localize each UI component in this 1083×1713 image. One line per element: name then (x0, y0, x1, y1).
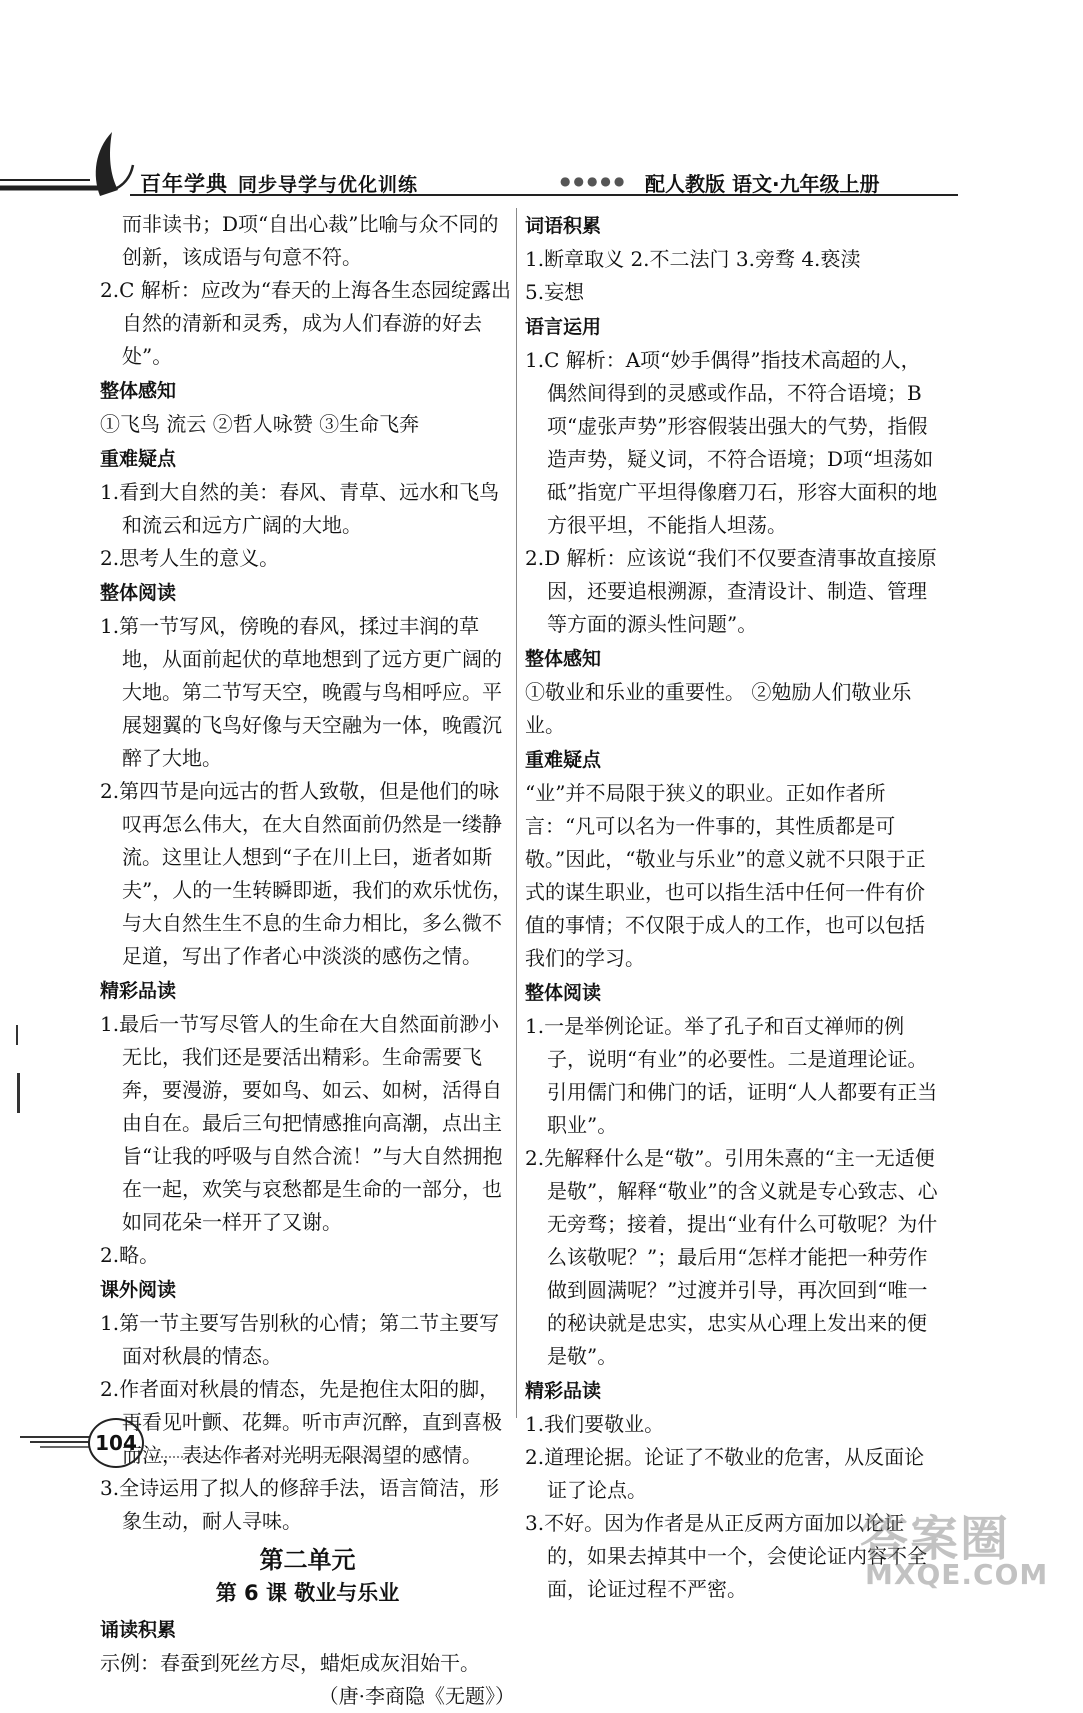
book-title-main: 百年学典 (140, 172, 228, 196)
header-rule (130, 194, 958, 196)
answer-item: 1.第一节写风，傍晚的春风，揉过丰润的草地，从面前起伏的草地想到了远方更广阔的大地。第二节写天空，晚霞与鸟相呼应。平展翅翼的飞鸟好像与天空融为一体，晚霞沉醉了大地。 (100, 614, 502, 770)
answer-item: 2.第四节是向远古的哲人致敬，但是他们的咏叹再怎么伟大，在大自然面前仍然是一缕静流。这里让人想到“子在川上曰，逝者如斯夫”，人的一生转瞬即逝，我们的欢乐忧伤，与大自然生生不息的生命力相比，多么微不足道，写出了作者心中淡淡的感伤之情。 (100, 779, 513, 968)
answer-item: 1.C 解析：A项“妙手偶得”指技术高超的人，偶然间得到的灵感或作品，不符合语境；B项“虚张声势”形容假装出强大的气势，指假造声势，疑义词，不符合语境；D项“坦荡如砥”指宽广平坦得像磨刀石，形容大面积的地方很平坦，不能指人坦荡。 (525, 348, 938, 537)
paragraph: 1.断章取义 2.不二法门 3.旁骛 4.亵渎 (525, 247, 861, 271)
answer-item: 2.略。 (100, 1243, 160, 1267)
answer-item: 3.全诗运用了拟人的修辞手法，语言简洁，形象生动，耐人寻味。 (100, 1476, 500, 1533)
section-heading: 精彩品读 (525, 1380, 602, 1402)
page-header (0, 130, 1083, 200)
section-heading: 重难疑点 (525, 749, 602, 771)
section-heading: 诵读积累 (100, 1619, 177, 1641)
answer-item: 2.思考人生的意义。 (100, 546, 280, 570)
answer-item: 2.先解释什么是“敬”。引用朱熹的“主一无适便是敬”，解释“敬业”的含义就是专心致志、心无旁骛；接着，提出“业有什么可敬呢？为什么该敬呢？”；最后用“怎样才能把一种劳作做到圆满呢？”过渡并引导，再次回到“唯一的秘诀就是忠实，忠实从心理上发出来的便是敬”。 (525, 1146, 938, 1368)
answer-item: 1.一是举例论证。举了孔子和百丈禅师的例子，说明“有业”的必要性。二是道理论证。引用儒门和佛门的话，证明“人人都要有正当职业”。 (525, 1014, 938, 1137)
right-column (525, 208, 940, 1606)
answer-item: 1.我们要敬业。 (525, 1412, 665, 1436)
paragraph: 示例：春蚕到死丝方尽，蜡炬成灰泪始干。 (100, 1651, 480, 1675)
answer-item: 2.作者面对秋晨的情态，先是抱住太阳的脚，再看见叶颤、花舞。听市声沉醉，直到喜极而泣，表达作者对光明无限渴望的感情。 (100, 1377, 502, 1467)
section-heading: 整体阅读 (525, 982, 602, 1004)
answer-item: 1.看到大自然的美：春风、青草、远水和飞鸟和流云和远方广阔的大地。 (100, 480, 500, 537)
header-dots: ●●●●● (560, 174, 628, 188)
paragraph: “业”并不局限于狭义的职业。正如作者所言：“凡可以名为一件事的，其性质都是可敬。”因此，“敬业与乐业”的意义就不只限于正式的谋生职业，也可以指生活中任何一件有价值的事情；不仅限于成人的工作，也可以包括我们的学习。 (525, 781, 926, 970)
feather-pen-logo (0, 130, 140, 200)
answer-item: 1.最后一节写尽管人的生命在大自然面前渺小无比，我们还是要活出精彩。生命需要飞奔，要漫游，要如鸟、如云、如树，活得自由自在。最后三句把情感推向高潮，点出主旨“让我的呼吸与自然合流！”与大自然拥抱在一起，欢笑与哀愁都是生命的一部分，也如同花朵一样开了又谢。 (100, 1012, 503, 1234)
answer-item: 2.D 解析：应该说“我们不仅要查清事故直接原因，还要追根溯源，查清设计、制造、管理等方面的源头性问题”。 (525, 546, 937, 636)
section-heading: 词语积累 (525, 215, 602, 237)
footer-lines-icon (20, 1434, 90, 1448)
page-number: 104 (88, 1418, 144, 1468)
section-heading: 课外阅读 (100, 1279, 177, 1301)
answer-item: 2.C 解析：应改为“春天的上海各生态园绽露出自然的清新和灵秀，成为人们春游的好去处”。 (100, 278, 511, 368)
paragraph: 5.妄想 (525, 280, 585, 304)
watermark-url: MXQE.COM (865, 1558, 1049, 1591)
section-heading: 精彩品读 (100, 980, 177, 1002)
unit-title: 第二单元 (259, 1546, 356, 1574)
citation: （唐·李商隐《无题》） (318, 1684, 515, 1708)
section-heading: 重难疑点 (100, 448, 177, 470)
footer-dotted-line (145, 1456, 375, 1458)
answer-item: 2.道理论据。论证了不敬业的危害，从反面论证了论点。 (525, 1445, 925, 1502)
section-heading: 整体感知 (525, 648, 602, 670)
book-subtitle: 同步导学与优化训练 (238, 174, 419, 196)
answer-item: 3.不好。因为作者是从正反两方面加以论证的，如果去掉其中一个，会使论证内容不全面，论证过程不严密。 (525, 1511, 927, 1601)
column-divider (516, 208, 517, 1418)
paragraph: ①飞鸟 流云 ②哲人咏赞 ③生命飞奔 (100, 412, 420, 436)
answer-item: 1.第一节主要写告别秋的心情；第二节主要写面对秋晨的情态。 (100, 1311, 500, 1368)
answer-continuation: 而非读书；D项“自出心裁”比喻与众不同的创新，该成语与句意不符。 (122, 212, 499, 269)
left-column (100, 208, 515, 1713)
edition-label: 配人教版 语文·九年级上册 (645, 172, 880, 196)
section-heading: 整体阅读 (100, 582, 177, 604)
watermark (850, 1500, 1075, 1595)
page-footer (0, 1412, 600, 1472)
section-heading: 整体感知 (100, 380, 177, 402)
section-heading: 语言运用 (525, 316, 602, 338)
lesson-title: 第 6 课 敬业与乐业 (215, 1581, 400, 1605)
paragraph: ①敬业和乐业的重要性。 ②勉励人们敬业乐业。 (525, 680, 912, 737)
watermark-text: 答案圈 (860, 1511, 1011, 1567)
margin-mark (16, 1025, 20, 1113)
